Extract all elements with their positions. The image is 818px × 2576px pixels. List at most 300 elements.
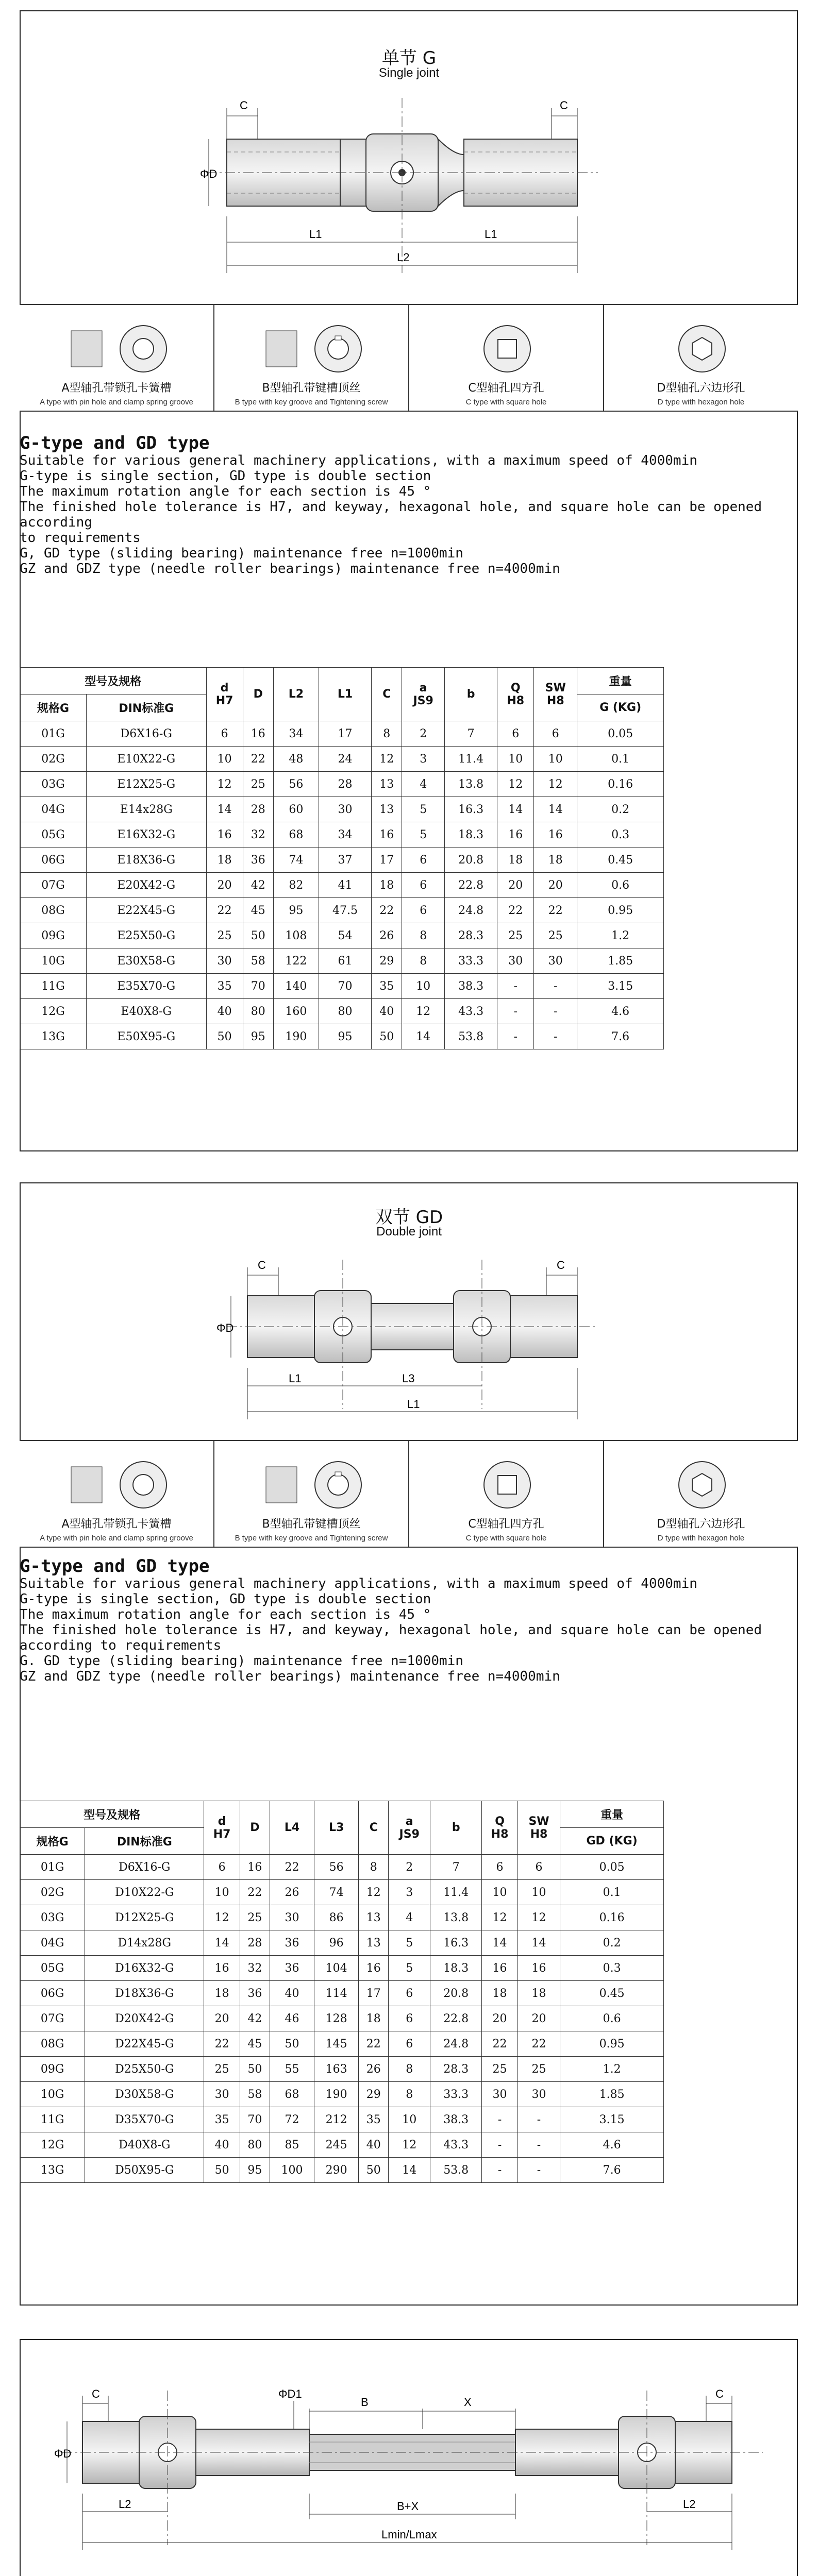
caption-b-cn: B型轴孔带键槽顶丝	[262, 1518, 361, 1531]
table-cell: 28.3	[430, 2057, 482, 2082]
table-cell: 16	[482, 1956, 518, 1981]
th-col-7: Q H8	[482, 1801, 518, 1855]
table-cell: 20	[204, 2006, 240, 2031]
table-cell: 12	[517, 1905, 560, 1930]
table-row	[20, 747, 664, 772]
single-description	[20, 435, 798, 577]
table-cell: 50	[270, 2031, 314, 2057]
single-dim-c: C	[240, 99, 248, 112]
caption-d-en: D type with hexagon hole	[657, 1534, 745, 1543]
table-row	[20, 721, 664, 747]
table-cell: 03G	[20, 772, 87, 797]
bore-type-d	[604, 1441, 798, 1547]
table-cell: -	[497, 974, 534, 999]
th-model: 型号及规格	[20, 1801, 204, 1828]
table-row	[20, 797, 664, 822]
table-cell: 6	[402, 848, 445, 873]
bore-type-d	[604, 305, 798, 411]
table-cell: 09G	[20, 2057, 85, 2082]
single-line-4: The finished hole tolerance is H7, and keyway, hexagonal hole, and square hole can be opened according	[20, 499, 770, 530]
bore-type-a	[20, 305, 214, 411]
single-line-5: to requirements	[20, 530, 141, 546]
table-row	[20, 948, 664, 974]
table-cell: 30	[482, 2082, 518, 2107]
table-cell: 95	[243, 1024, 273, 1049]
table-cell: 25	[497, 923, 534, 948]
table-cell: 0.1	[577, 747, 664, 772]
single-title-en: Single joint	[378, 66, 440, 80]
table-cell: 14	[497, 797, 534, 822]
single-joint-section	[0, 0, 818, 1154]
table-cell: 82	[273, 873, 319, 898]
th-weight: 重量	[577, 668, 664, 694]
svg-text:C: C	[560, 99, 568, 112]
double-line-2: G-type is single section, GD type is double section	[20, 1591, 431, 1607]
table-cell: 14	[389, 2158, 430, 2183]
table-cell: 1.85	[577, 948, 664, 974]
table-cell: 0.05	[577, 721, 664, 747]
table-cell: 13.8	[430, 1905, 482, 1930]
table-cell: 0.6	[560, 2006, 664, 2031]
table-cell: 22	[206, 898, 243, 923]
table-cell: 108	[273, 923, 319, 948]
table-row	[20, 1880, 664, 1905]
table-cell: 20	[206, 873, 243, 898]
table-row	[20, 1905, 664, 1930]
table-cell: 16	[372, 822, 402, 848]
th-col-4: C	[359, 1801, 389, 1855]
table-cell: 13	[359, 1905, 389, 1930]
double-joint-drawing	[206, 1239, 619, 1435]
table-cell: 22.8	[430, 2006, 482, 2031]
table-cell: 18.3	[444, 822, 497, 848]
table-cell: 22	[204, 2031, 240, 2057]
table-cell: 11.4	[430, 1880, 482, 1905]
table-cell: 58	[240, 2082, 270, 2107]
caption-b-en: B type with key groove and Tightening screw	[235, 1534, 388, 1543]
table-cell: 12	[482, 1905, 518, 1930]
table-cell: 02G	[20, 747, 87, 772]
table-cell: 36	[243, 848, 273, 873]
caption-b-cn: B型轴孔带键槽顶丝	[262, 382, 361, 395]
table-cell: D20X42-G	[85, 2006, 204, 2031]
table-cell: 29	[372, 948, 402, 974]
table-cell: 95	[319, 1024, 371, 1049]
th-col-6: b	[444, 668, 497, 721]
single-title-cn: 单节 G	[381, 48, 437, 69]
table-cell: 08G	[20, 2031, 85, 2057]
bore-type-b	[214, 305, 409, 411]
caption-a-en: A type with pin hole and clamp spring groove	[40, 398, 193, 406]
table-cell: -	[534, 999, 577, 1024]
table-cell: 12	[389, 2132, 430, 2158]
table-cell: 10	[534, 747, 577, 772]
caption-c-cn: C型轴孔四方孔	[468, 382, 544, 395]
table-cell: 18	[482, 1981, 518, 2006]
table-cell: 290	[314, 2158, 359, 2183]
bore-type-c	[409, 1441, 604, 1547]
table-cell: 29	[359, 2082, 389, 2107]
table-cell: E10X22-G	[86, 747, 206, 772]
table-cell: 10	[389, 2107, 430, 2132]
table-cell: 11G	[20, 2107, 85, 2132]
table-cell: D6X16-G	[86, 721, 206, 747]
table-cell: 30	[270, 1905, 314, 1930]
caption-c-en: C type with square hole	[465, 1534, 547, 1543]
table-cell: 6	[402, 898, 445, 923]
table-cell: 86	[314, 1905, 359, 1930]
table-cell: -	[534, 1024, 577, 1049]
table-cell: 245	[314, 2132, 359, 2158]
table-cell: 1.2	[560, 2057, 664, 2082]
table-cell: 28	[240, 1930, 270, 1956]
table-cell: 58	[243, 948, 273, 974]
table-cell: D35X70-G	[85, 2107, 204, 2132]
table-cell: 04G	[20, 1930, 85, 1956]
table-cell: 1.85	[560, 2082, 664, 2107]
table-cell: 13	[359, 1930, 389, 1956]
double-line-6: G. GD type (sliding bearing) maintenance free n=1000min	[20, 1653, 463, 1669]
table-cell: 60	[273, 797, 319, 822]
table-cell: 18	[204, 1981, 240, 2006]
th-din: DIN标准G	[86, 694, 206, 721]
table-cell: 46	[270, 2006, 314, 2031]
table-cell: 20.8	[430, 1981, 482, 2006]
double-title-cn: 双节 GD	[375, 1207, 443, 1228]
table-cell: 16	[497, 822, 534, 848]
table-cell: 25	[204, 2057, 240, 2082]
table-cell: D25X50-G	[85, 2057, 204, 2082]
table-cell: 122	[273, 948, 319, 974]
table-cell: 74	[273, 848, 319, 873]
table-cell: 25	[243, 772, 273, 797]
table-cell: 40	[372, 999, 402, 1024]
double-line-7: GZ and GDZ type (needle roller bearings) maintenance free n=4000min	[20, 1669, 560, 1684]
table-cell: 22	[243, 747, 273, 772]
table-cell: 4.6	[577, 999, 664, 1024]
table-cell: E25X50-G	[86, 923, 206, 948]
table-cell: 10	[482, 1880, 518, 1905]
table-cell: E18X36-G	[86, 848, 206, 873]
bore-b-icon	[261, 1451, 364, 1513]
table-cell: 14	[517, 1930, 560, 1956]
table-cell: 0.16	[560, 1905, 664, 1930]
table-cell: 18	[534, 848, 577, 873]
table-cell: 50	[206, 1024, 243, 1049]
table-cell: 22	[482, 2031, 518, 2057]
caption-a-cn: A型轴孔带锁孔卡簧槽	[61, 1518, 172, 1531]
table-cell: 104	[314, 1956, 359, 1981]
stretch-dim-bx: B+X	[397, 2500, 419, 2513]
table-cell: 08G	[20, 898, 87, 923]
table-cell: 70	[319, 974, 371, 999]
table-cell: -	[517, 2132, 560, 2158]
table-cell: 11.4	[444, 747, 497, 772]
table-cell: 16.3	[430, 1930, 482, 1956]
caption-d-cn: D型轴孔六边形孔	[657, 1518, 745, 1531]
table-cell: 18	[517, 1981, 560, 2006]
table-cell: 8	[359, 1855, 389, 1880]
table-cell: D6X16-G	[85, 1855, 204, 1880]
table-cell: 13	[372, 772, 402, 797]
table-cell: 12	[359, 1880, 389, 1905]
table-cell: 4	[389, 1905, 430, 1930]
table-cell: 03G	[20, 1905, 85, 1930]
table-cell: 24.8	[444, 898, 497, 923]
table-row	[20, 1930, 664, 1956]
table-cell: 42	[240, 2006, 270, 2031]
table-cell: 3.15	[577, 974, 664, 999]
table-cell: 4.6	[560, 2132, 664, 2158]
th-spec: 规格G	[20, 694, 87, 721]
table-cell: 26	[372, 923, 402, 948]
table-cell: 22	[497, 898, 534, 923]
table-row	[20, 2082, 664, 2107]
table-cell: 41	[319, 873, 371, 898]
th-col-4: C	[372, 668, 402, 721]
table-cell: 114	[314, 1981, 359, 2006]
table-cell: 12	[204, 1905, 240, 1930]
double-line-3: The maximum rotation angle for each section is 45 °	[20, 1607, 431, 1622]
table-cell: 13G	[20, 1024, 87, 1049]
table-cell: 13.8	[444, 772, 497, 797]
table-row	[20, 772, 664, 797]
table-row	[20, 1024, 664, 1049]
single-spec-table	[20, 667, 664, 1049]
table-cell: 40	[204, 2132, 240, 2158]
table-cell: 20	[534, 873, 577, 898]
table-cell: 7.6	[560, 2158, 664, 2183]
table-cell: E30X58-G	[86, 948, 206, 974]
table-cell: 68	[270, 2082, 314, 2107]
table-cell: 72	[270, 2107, 314, 2132]
table-row	[20, 999, 664, 1024]
table-cell: 0.16	[577, 772, 664, 797]
table-cell: 18.3	[430, 1956, 482, 1981]
table-row	[20, 848, 664, 873]
table-cell: 8	[389, 2082, 430, 2107]
svg-text:C: C	[557, 1259, 565, 1272]
table-cell: 0.1	[560, 1880, 664, 1905]
table-row	[20, 873, 664, 898]
table-cell: 12	[534, 772, 577, 797]
th-col-0: d H7	[206, 668, 243, 721]
table-cell: -	[482, 2132, 518, 2158]
caption-a-en: A type with pin hole and clamp spring groove	[40, 1534, 193, 1543]
table-cell: 22	[517, 2031, 560, 2057]
table-cell: 18	[497, 848, 534, 873]
table-cell: 02G	[20, 1880, 85, 1905]
table-cell: 50	[204, 2158, 240, 2183]
double-line-1: Suitable for various general machinery applications, with a maximum speed of 4000min	[20, 1576, 697, 1591]
table-row	[20, 898, 664, 923]
table-cell: 18	[359, 2006, 389, 2031]
table-cell: 10G	[20, 2082, 85, 2107]
double-spec-table	[20, 1801, 664, 2183]
table-cell: 1.2	[577, 923, 664, 948]
stretchable-section	[0, 2339, 818, 2576]
table-cell: -	[497, 1024, 534, 1049]
table-cell: 6	[204, 1855, 240, 1880]
table-cell: 25	[482, 2057, 518, 2082]
table-cell: 14	[482, 1930, 518, 1956]
table-cell: 0.3	[560, 1956, 664, 1981]
table-row	[20, 923, 664, 948]
table-cell: 8	[402, 948, 445, 974]
table-cell: 14	[204, 1930, 240, 1956]
table-cell: 4	[402, 772, 445, 797]
table-cell: 30	[204, 2082, 240, 2107]
th-col-2: L2	[273, 668, 319, 721]
table-cell: 190	[273, 1024, 319, 1049]
table-cell: 05G	[20, 1956, 85, 1981]
table-cell: 16	[204, 1956, 240, 1981]
double-title-en: Double joint	[376, 1225, 442, 1239]
table-cell: 16.3	[444, 797, 497, 822]
table-cell: 7	[430, 1855, 482, 1880]
table-cell: 68	[273, 822, 319, 848]
table-cell: 6	[402, 873, 445, 898]
table-cell: 7	[444, 721, 497, 747]
table-cell: E22X45-G	[86, 898, 206, 923]
table-cell: 25	[517, 2057, 560, 2082]
table-cell: 13G	[20, 2158, 85, 2183]
bore-a-icon	[66, 1451, 169, 1513]
stretch-dim-d1: ΦD1	[278, 2387, 302, 2400]
table-cell: 8	[389, 2057, 430, 2082]
table-cell: 50	[372, 1024, 402, 1049]
table-cell: 100	[270, 2158, 314, 2183]
table-cell: 56	[273, 772, 319, 797]
bore-c-icon	[456, 1451, 559, 1513]
table-cell: 32	[240, 1956, 270, 1981]
table-cell: 42	[243, 873, 273, 898]
table-cell: 38.3	[430, 2107, 482, 2132]
table-cell: E14x28G	[86, 797, 206, 822]
table-cell: 2	[389, 1855, 430, 1880]
table-cell: 35	[204, 2107, 240, 2132]
svg-text:L1: L1	[485, 228, 497, 241]
table-cell: 53.8	[444, 1024, 497, 1049]
table-cell: 6	[389, 2031, 430, 2057]
table-cell: 96	[314, 1930, 359, 1956]
table-cell: 6	[206, 721, 243, 747]
table-row	[20, 2158, 664, 2183]
table-cell: -	[497, 999, 534, 1024]
table-cell: 16	[534, 822, 577, 848]
single-line-6: G, GD type (sliding bearing) maintenance free n=1000min	[20, 546, 463, 561]
table-cell: 20	[517, 2006, 560, 2031]
table-cell: 0.95	[560, 2031, 664, 2057]
table-cell: 12G	[20, 999, 87, 1024]
caption-c-en: C type with square hole	[465, 398, 547, 406]
table-cell: 6	[497, 721, 534, 747]
table-cell: 2	[402, 721, 445, 747]
table-cell: 30	[534, 948, 577, 974]
table-row	[20, 822, 664, 848]
table-cell: -	[482, 2158, 518, 2183]
caption-b-en: B type with key groove and Tightening screw	[235, 398, 388, 406]
single-line-2: G-type is single section, GD type is double section	[20, 468, 431, 484]
table-cell: 01G	[20, 1855, 85, 1880]
bore-d-icon	[650, 315, 754, 377]
table-cell: 43.3	[430, 2132, 482, 2158]
table-cell: 8	[402, 923, 445, 948]
table-cell: 18	[206, 848, 243, 873]
table-cell: 01G	[20, 721, 87, 747]
caption-d-cn: D型轴孔六边形孔	[657, 382, 745, 395]
double-dim-l1: L1	[289, 1372, 302, 1385]
table-row	[20, 974, 664, 999]
th-col-1: D	[243, 668, 273, 721]
table-cell: 25	[206, 923, 243, 948]
table-cell: 55	[270, 2057, 314, 2082]
table-cell: 22	[534, 898, 577, 923]
table-cell: 30	[497, 948, 534, 974]
table-cell: E12X25-G	[86, 772, 206, 797]
table-cell: E20X42-G	[86, 873, 206, 898]
table-cell: D16X32-G	[85, 1956, 204, 1981]
table-cell: 22.8	[444, 873, 497, 898]
table-cell: 45	[240, 2031, 270, 2057]
table-cell: 25	[534, 923, 577, 948]
table-row	[20, 2107, 664, 2132]
table-cell: E35X70-G	[86, 974, 206, 999]
table-cell: 20	[497, 873, 534, 898]
table-cell: 30	[517, 2082, 560, 2107]
single-heading: G-type and GD type	[20, 433, 210, 453]
table-cell: 10	[497, 747, 534, 772]
svg-text:L2: L2	[683, 2498, 696, 2511]
table-cell: 12	[372, 747, 402, 772]
double-bore-types	[20, 1440, 798, 1548]
table-cell: 24.8	[430, 2031, 482, 2057]
table-cell: D22X45-G	[85, 2031, 204, 2057]
double-dim-c: C	[258, 1259, 266, 1272]
stretch-dim-c: C	[92, 2387, 100, 2400]
table-cell: 16	[359, 1956, 389, 1981]
table-cell: 0.45	[577, 848, 664, 873]
table-cell: -	[517, 2107, 560, 2132]
table-cell: 50	[359, 2158, 389, 2183]
bore-type-a	[20, 1441, 214, 1547]
table-cell: 28	[319, 772, 371, 797]
table-cell: 128	[314, 2006, 359, 2031]
table-cell: 17	[319, 721, 371, 747]
table-cell: 0.6	[577, 873, 664, 898]
table-row	[20, 1981, 664, 2006]
bore-a-icon	[66, 315, 169, 377]
table-cell: 5	[389, 1956, 430, 1981]
table-cell: 0.05	[560, 1855, 664, 1880]
table-cell: E50X95-G	[86, 1024, 206, 1049]
th-col-5: a JS9	[389, 1801, 430, 1855]
table-cell: 80	[319, 999, 371, 1024]
table-cell: 22	[240, 1880, 270, 1905]
table-cell: 14	[534, 797, 577, 822]
table-cell: 11G	[20, 974, 87, 999]
th-weight: 重量	[560, 1801, 664, 1828]
table-cell: 50	[243, 923, 273, 948]
caption-c-cn: C型轴孔四方孔	[468, 1518, 544, 1531]
table-cell: 14	[402, 1024, 445, 1049]
table-cell: 06G	[20, 848, 87, 873]
table-cell: 10	[402, 974, 445, 999]
th-col-0: d H7	[204, 1801, 240, 1855]
table-cell: 10G	[20, 948, 87, 974]
table-cell: 35	[372, 974, 402, 999]
table-cell: 53.8	[430, 2158, 482, 2183]
